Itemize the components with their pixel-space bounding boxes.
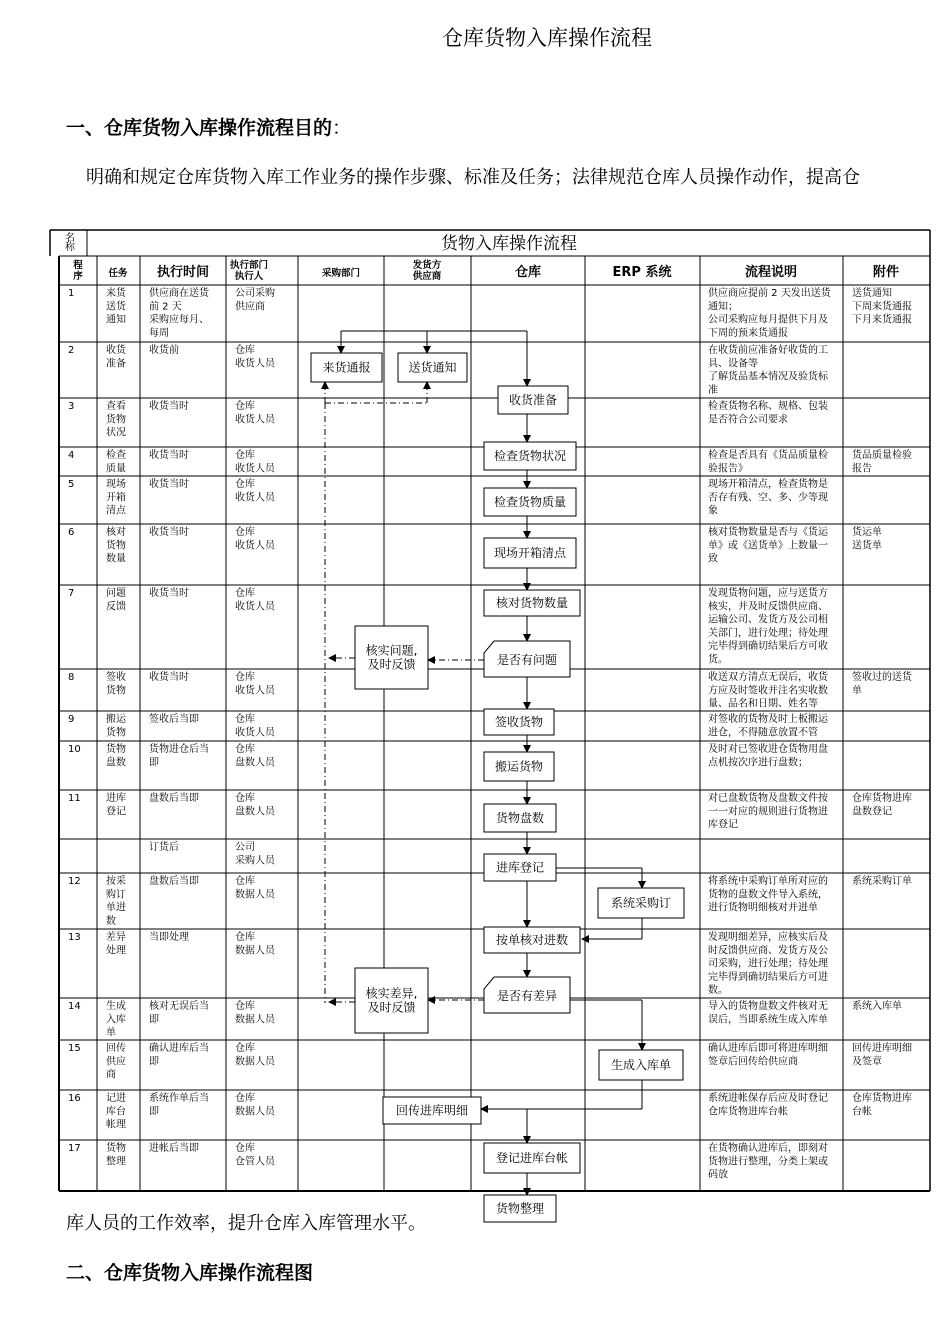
row-11-dept: 仓库盘数人员 (235, 793, 275, 818)
header-seq: 程序 (73, 260, 83, 282)
row-6-time: 收货当时 (149, 527, 189, 538)
row-6-task: 核对货物数量 (106, 527, 126, 565)
unpack-count-box-label: 现场开箱清点 (493, 546, 567, 560)
row-8-desc: 收送双方清点无误后，收货方应及时签收并注名实收数量、品名和日期、姓名等 (708, 672, 828, 710)
row-8-task: 签收货物 (106, 672, 126, 697)
row-14-desc: 发现明细差异，应核实后及时反馈供应商、发货方及公司采购，进行处理；待处理完毕得到确切结果后方可进数。 (708, 932, 828, 997)
header-task: 任务 (108, 268, 128, 279)
document-title: 仓库货物入库操作流程 (442, 26, 652, 50)
header-supplier: 发货方供应商 (412, 260, 442, 282)
row-13-dept: 仓库数据人员 (235, 876, 275, 901)
table-title: 货物入库操作流程 (441, 234, 577, 254)
has-problem-decision-label: 是否有问题 (496, 653, 558, 667)
row-7-task: 问题反馈 (106, 588, 126, 613)
match-order-box-label: 按单核对进数 (495, 933, 569, 947)
row-16-desc: 确认进库后即可将进库明细签章后回传给供应商 (708, 1043, 828, 1068)
row-13-seq: 12 (68, 876, 81, 887)
row-9-desc: 对签收的货物及时上板搬运进仓，不得随意放置不管 (708, 714, 828, 739)
row-18-dept: 仓库仓管人员 (235, 1143, 275, 1168)
verify-problem-box-label: 核实问题,及时反馈 (365, 643, 418, 672)
receive-prep-box-label: 收货准备 (508, 393, 558, 407)
row-16-time: 确认进库后当即 (149, 1043, 209, 1068)
row-2-time: 收货前 (149, 345, 179, 356)
section-2-heading: 二、仓库货物入库操作流程图 (66, 1262, 314, 1284)
row-2-dept: 仓库收货人员 (235, 345, 275, 370)
row-2-desc: 在收货前应准备好收货的工具、设备等了解货品基本情况及验货标准 (708, 345, 828, 396)
row-14-task: 差异处理 (106, 932, 126, 957)
row-17-task: 记进库台帐理 (106, 1093, 126, 1131)
row-8-attach: 签收过的送货单 (852, 672, 912, 697)
row-9-seq: 9 (68, 714, 75, 725)
row-15-task: 生成入库单 (106, 1001, 126, 1039)
row-14-time: 当即处理 (149, 932, 189, 943)
row-6-dept: 仓库收货人员 (235, 527, 275, 552)
row-1-attach: 送货通知下周来货通报下月来货通报 (852, 288, 912, 326)
row-1-task: 来货送货通知 (106, 288, 126, 326)
row-18-time: 进帐后当即 (149, 1143, 199, 1154)
arrange-goods-box-label: 货物整理 (495, 1201, 545, 1216)
row-14-seq: 13 (68, 932, 81, 943)
row-5-task: 现场开箱清点 (106, 479, 126, 517)
name-label: 名称 (65, 233, 75, 253)
row-6-desc: 核对货物数量是否与《货运单》或《送货单》上数量一致 (708, 527, 828, 565)
row-15-seq: 14 (68, 1001, 81, 1012)
row-13-time: 盘数后当即 (149, 876, 199, 887)
row-16-dept: 仓库数据人员 (235, 1043, 275, 1068)
purpose-paragraph-line-2: 库人员的工作效率，提升仓库入库管理水平。 (66, 1213, 426, 1234)
row-3-task: 查看货物状况 (106, 401, 126, 439)
row-10-task: 货物盘数 (106, 744, 126, 769)
row-9-dept: 仓库收货人员 (235, 714, 275, 739)
header-purchase: 采购部门 (321, 268, 361, 279)
row-7-seq: 7 (68, 588, 75, 599)
row-12-dept: 公司采购人员 (235, 842, 275, 867)
row-16-task: 回传供应商 (106, 1043, 126, 1081)
row-10-time: 货物进仓后当即 (149, 744, 209, 769)
row-13-task: 按采购订单进数 (106, 876, 126, 927)
count-goods-box-label: 货物盘数 (495, 811, 545, 825)
row-7-time: 收货当时 (149, 588, 189, 599)
row-5-seq: 5 (68, 479, 75, 490)
row-1-dept: 公司采购供应商 (235, 288, 275, 313)
row-5-time: 收货当时 (149, 479, 189, 490)
row-11-attach: 仓库货物进库盘数登记 (852, 793, 912, 818)
row-18-seq: 17 (68, 1143, 81, 1154)
row-18-task: 货物整理 (106, 1143, 126, 1168)
section-1-colon: ： (332, 117, 352, 139)
verify-difference-box-label: 核实差异,及时反馈 (365, 986, 418, 1015)
has-difference-decision-label: 是否有差异 (496, 989, 558, 1003)
row-15-attach: 系统入库单 (852, 1001, 902, 1012)
row-6-attach: 货运单送货单 (852, 527, 882, 552)
row-15-desc: 导入的货物盘数文件核对无误后，当即系统生成入库单 (708, 1001, 828, 1026)
row-4-attach: 货品质量检验报告 (852, 450, 912, 475)
row-16-seq: 15 (68, 1043, 81, 1054)
row-11-seq: 11 (68, 793, 81, 804)
header-desc: 流程说明 (744, 265, 798, 280)
row-11-desc: 对已盘数货物及盘数文件按一一对应的规则进行货物进库登记 (708, 793, 828, 831)
row-4-time: 收货当时 (149, 450, 189, 461)
row-16-attach: 回传进库明细及签章 (852, 1043, 912, 1068)
row-2-task: 收货准备 (106, 345, 126, 370)
inbound-register-box-label: 进库登记 (495, 860, 545, 875)
row-4-dept: 仓库收货人员 (235, 450, 275, 475)
verify-quantity-box-label: 核对货物数量 (495, 596, 569, 610)
purpose-paragraph-line-1: 明确和规定仓库货物入库工作业务的操作步骤、标准及任务；法律规范仓库人员操作动作，提高仓 (86, 167, 860, 188)
erp-purchase-order-box-label: 系统采购订 (610, 896, 672, 910)
row-6-seq: 6 (68, 527, 75, 538)
row-4-seq: 4 (68, 450, 75, 461)
row-7-dept: 仓库收货人员 (235, 588, 275, 613)
row-17-time: 系统作单后当即 (149, 1093, 209, 1118)
row-8-seq: 8 (68, 672, 75, 683)
sign-receipt-box-label: 签收货物 (494, 715, 544, 729)
row-3-seq: 3 (68, 401, 75, 412)
delivery-notice-box-label: 送货通知 (408, 360, 457, 375)
row-1-time: 供应商在送货前 2 天采购应每月、每周 (149, 288, 209, 339)
header-warehouse: 仓库 (514, 265, 542, 280)
row-5-desc: 现场开箱清点，检查货物是否存有残、空、多、少等现象 (708, 479, 828, 517)
return-details-box-label: 回传进库明细 (395, 1103, 469, 1118)
row-3-dept: 仓库收货人员 (235, 401, 275, 426)
row-10-dept: 仓库盘数人员 (235, 744, 275, 769)
row-13-desc: 将系统中采购订单所对应的货物的盘数文件导入系统，进行货物明细核对并进单 (708, 876, 828, 914)
row-12-time: 订货后 (149, 842, 179, 853)
row-1-desc: 供应商应提前 2 天发出送货通知；公司采购应每月提供下月及下周的预来货通报 (708, 288, 831, 339)
row-10-seq: 10 (68, 744, 81, 755)
row-8-time: 收货当时 (149, 672, 189, 683)
check-condition-box-label: 检查货物状况 (493, 449, 567, 463)
row-1-seq: 1 (68, 288, 75, 299)
header-time: 执行时间 (156, 265, 210, 280)
row-3-desc: 检查货物名称、规格、包装是否符合公司要求 (708, 401, 828, 426)
row-17-seq: 16 (68, 1093, 81, 1104)
row-10-desc: 及时对已签收进仓货物用盘点机按次序进行盘数； (708, 744, 828, 769)
row-14-dept: 仓库数据人员 (235, 932, 275, 957)
header-attach: 附件 (872, 265, 900, 280)
row-9-time: 签收后当即 (149, 714, 199, 725)
purchase-notice-box-label: 来货通报 (322, 360, 371, 375)
header-dept: 执行部门执行人 (229, 260, 269, 282)
header-erp: ERP 系统 (612, 265, 672, 280)
row-8-dept: 仓库收货人员 (235, 672, 275, 697)
section-1-title: 一、仓库货物入库操作流程目的 (66, 117, 333, 139)
check-quality-box-label: 检查货物质量 (493, 495, 567, 509)
row-5-dept: 仓库收货人员 (235, 479, 275, 504)
row-11-task: 进库登记 (106, 793, 126, 818)
ledger-register-box-label: 登记进库台帐 (495, 1151, 569, 1165)
row-17-dept: 仓库数据人员 (235, 1093, 275, 1118)
row-4-desc: 检查是否具有《货品质量检验报告》 (708, 450, 828, 475)
generate-receipt-box-label: 生成入库单 (610, 1058, 672, 1072)
row-15-dept: 仓库数据人员 (235, 1001, 275, 1026)
row-18-desc: 在货物确认进库后，即刻对货物进行整理，分类上架或码放 (708, 1143, 828, 1181)
row-2-seq: 2 (68, 345, 75, 356)
row-7-desc: 发现货物问题，应与送货方核实，并及时反馈供应商、运输公司、发货方及公司相关部门，进行处理；待处理完毕得到确切结果后方可收货。 (708, 588, 828, 666)
row-13-attach: 系统采购订单 (852, 876, 912, 887)
move-goods-box-label: 搬运货物 (494, 759, 544, 774)
row-17-desc: 系统进帐保存后应及时登记仓库货物进库台帐 (708, 1093, 828, 1118)
row-11-time: 盘数后当即 (149, 793, 199, 804)
row-15-time: 核对无误后当即 (149, 1001, 209, 1026)
row-4-task: 检查质量 (106, 450, 126, 475)
row-3-time: 收货当时 (149, 401, 189, 412)
row-17-attach: 仓库货物进库台帐 (852, 1093, 912, 1118)
row-9-task: 搬运货物 (106, 714, 126, 739)
